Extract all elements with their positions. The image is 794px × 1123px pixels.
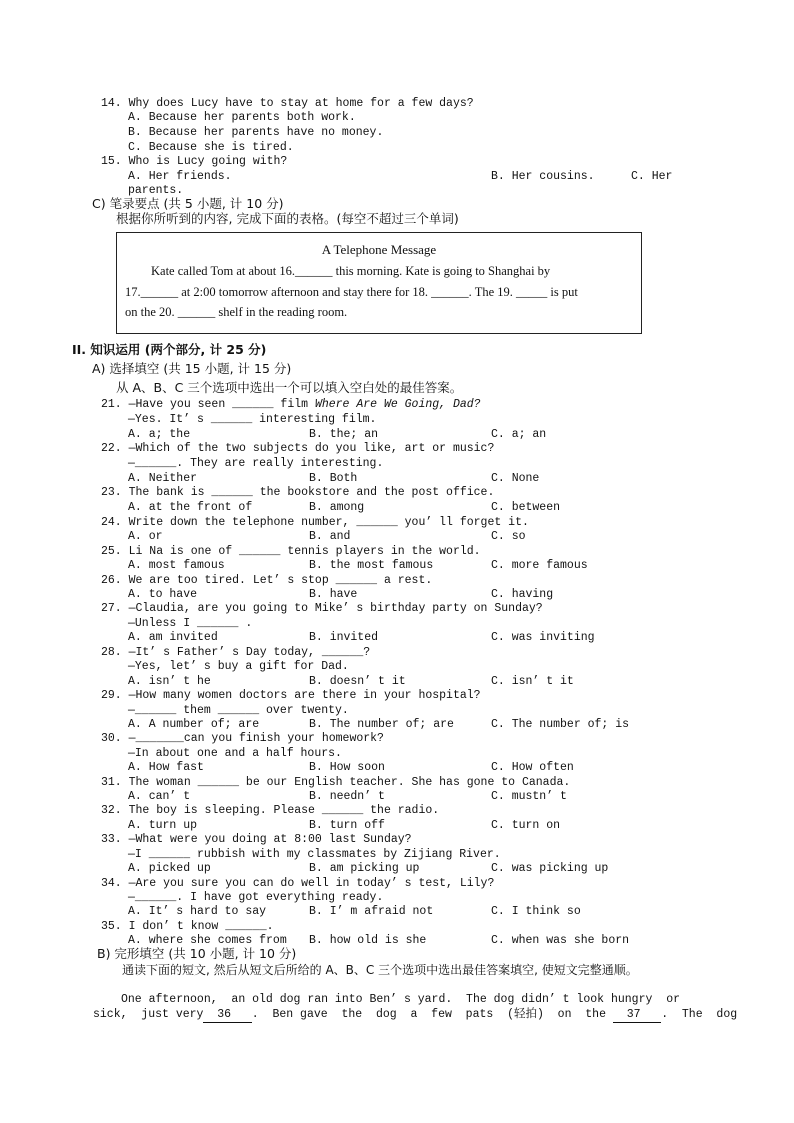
q22-option-b: B. Both: [309, 472, 358, 485]
q30-line-2: —In about one and a half hours.: [128, 747, 342, 760]
q32-option-b: B. turn off: [309, 819, 385, 832]
q15-option-c-cont: parents.: [128, 184, 184, 197]
q31-option-b: B. needn’ t: [309, 790, 385, 803]
blank-37: 37: [612, 1008, 662, 1021]
section-a-heading: A) 选择填空 (共 15 小题, 计 15 分): [92, 361, 292, 376]
q22-option-c: C. None: [491, 472, 540, 485]
q24-line-1: 24. Write down the telephone number, ______ you’ ll forget it.: [101, 516, 529, 529]
q14-option-b: B. Because her parents have no money.: [128, 126, 384, 139]
q25-option-a: A. most famous: [128, 559, 225, 572]
passage-line-2: sick, just very 36 . Ben gave the dog a few pats (轻拍) on the 37 . The dog: [93, 1008, 738, 1021]
q28-option-b: B. doesn’ t it: [309, 675, 406, 688]
part-ii-heading: II. 知识运用 (两个部分, 计 25 分): [72, 342, 267, 357]
q15-option-b: B. Her cousins.: [491, 170, 595, 183]
blank-36: 36: [203, 1008, 252, 1021]
q28-option-c: C. isn’ t it: [491, 675, 574, 688]
message-title: A Telephone Message: [321, 242, 437, 257]
q29-option-c: C. The number of; is: [491, 718, 630, 731]
q31-option-c: C. mustn’ t: [491, 790, 567, 803]
q30-line-1: 30. —_______can you finish your homework?: [101, 732, 384, 745]
q14-option-a: A. Because her parents both work.: [128, 111, 356, 124]
q27-option-c: C. was inviting: [491, 631, 595, 644]
q28-line-2: —Yes, let’ s buy a gift for Dad.: [128, 660, 349, 673]
q21-option-b: B. the; an: [309, 428, 379, 441]
section-c-instruction: 根据你所听到的内容, 完成下面的表格。(每空不超过三个单词): [116, 211, 459, 226]
q15-stem: 15. Who is Lucy going with?: [101, 155, 288, 168]
q35-option-b: B. how old is she: [309, 934, 427, 947]
q21-line-2: —Yes. It’ s ______ interesting film.: [128, 413, 377, 426]
q21-option-c: C. a; an: [491, 428, 547, 441]
q33-line-2: —I ______ rubbish with my classmates by Zijiang River.: [128, 848, 501, 861]
q29-line-2: —______ them ______ over twenty.: [128, 704, 349, 717]
q26-option-c: C. having: [491, 588, 554, 601]
q34-line-1: 34. —Are you sure you can do well in today’ s test, Lily?: [101, 877, 495, 890]
q25-option-c: C. more famous: [491, 559, 588, 572]
q23-option-c: C. between: [491, 501, 561, 514]
q33-line-1: 33. —What were you doing at 8:00 last Sunday?: [101, 833, 412, 846]
q14-stem: 14. Why does Lucy have to stay at home for a few days?: [101, 97, 474, 110]
q29-line-1: 29. —How many women doctors are there in your hospital?: [101, 689, 481, 702]
q26-option-b: B. have: [309, 588, 358, 601]
q15-option-c: C. Her: [631, 170, 673, 183]
q30-option-b: B. How soon: [309, 761, 385, 774]
passage-line-1: One afternoon, an old dog ran into Ben’ s yard. The dog didn’ t look hungry or: [121, 993, 680, 1006]
q27-option-b: B. invited: [309, 631, 379, 644]
q32-option-a: A. turn up: [128, 819, 198, 832]
telephone-message-box: [116, 232, 642, 334]
q15-option-a: A. Her friends.: [128, 170, 232, 183]
q23-option-a: A. at the front of: [128, 501, 253, 514]
q34-line-2: —______. I have got everything ready.: [128, 891, 384, 904]
q34-option-a: A. It’ s hard to say: [128, 905, 267, 918]
message-line-3: on the 20. ______ shelf in the reading room.: [125, 305, 348, 319]
q22-option-a: A. Neither: [128, 472, 198, 485]
q26-option-a: A. to have: [128, 588, 198, 601]
q35-option-a: A. where she comes from: [128, 934, 287, 947]
message-line-1: Kate called Tom at about 16.______ this morning. Kate is going to Shanghai by: [151, 264, 551, 278]
q31-line-1: 31. The woman ______ be our English teacher. She has gone to Canada.: [101, 776, 571, 789]
q25-line-1: 25. Li Na is one of ______ tennis players in the world.: [101, 545, 481, 558]
q27-line-2: —Unless I ______ .: [128, 617, 253, 630]
q32-option-c: C. turn on: [491, 819, 561, 832]
section-a-instruction: 从 A、B、C 三个选项中选出一个可以填入空白处的最佳答案。: [116, 380, 463, 395]
q35-option-c: C. when was she born: [491, 934, 630, 947]
section-b-instruction: 通读下面的短文, 然后从短文后所给的 A、B、C 三个选项中选出最佳答案填空, 使短文完整通顺。: [122, 963, 638, 977]
q34-option-c: C. I think so: [491, 905, 581, 918]
q14-option-c: C. Because she is tired.: [128, 141, 294, 154]
q22-line-2: —______. They are really interesting.: [128, 457, 384, 470]
q21-line-1: 21. —Have you seen ______ film Where Are We Going, Dad?: [101, 398, 481, 411]
q23-option-b: B. among: [309, 501, 365, 514]
q28-option-a: A. isn’ t he: [128, 675, 211, 688]
q23-line-1: 23. The bank is ______ the bookstore and the post office.: [101, 486, 495, 499]
q34-option-b: B. I’ m afraid not: [309, 905, 434, 918]
q32-line-1: 32. The boy is sleeping. Please ______ the radio.: [101, 804, 440, 817]
q28-line-1: 28. —It’ s Father’ s Day today, ______?: [101, 646, 371, 659]
q31-option-a: A. can’ t: [128, 790, 191, 803]
section-b-heading: B) 完形填空 (共 10 小题, 计 10 分): [97, 946, 297, 961]
q24-option-a: A. or: [128, 530, 163, 543]
q30-option-a: A. How fast: [128, 761, 204, 774]
q33-option-a: A. picked up: [128, 862, 211, 875]
q30-option-c: C. How often: [491, 761, 574, 774]
q33-option-b: B. am picking up: [309, 862, 420, 875]
q27-option-a: A. am invited: [128, 631, 218, 644]
q26-line-1: 26. We are too tired. Let’ s stop ______ a rest.: [101, 574, 433, 587]
q35-line-1: 35. I don’ t know ______.: [101, 920, 274, 933]
section-c-heading: C) 笔录要点 (共 5 小题, 计 10 分): [92, 196, 284, 211]
q22-line-1: 22. —Which of the two subjects do you like, art or music?: [101, 442, 495, 455]
message-line-2: 17.______ at 2:00 tomorrow afternoon and stay there for 18. ______. The 19. _____ is put: [125, 285, 578, 299]
q29-option-b: B. The number of; are: [309, 718, 454, 731]
q29-option-a: A. A number of; are: [128, 718, 260, 731]
q21-option-a: A. a; the: [128, 428, 191, 441]
q25-option-b: B. the most famous: [309, 559, 434, 572]
q24-option-c: C. so: [491, 530, 526, 543]
q33-option-c: C. was picking up: [491, 862, 609, 875]
q24-option-b: B. and: [309, 530, 351, 543]
q27-line-1: 27. —Claudia, are you going to Mike’ s birthday party on Sunday?: [101, 602, 543, 615]
